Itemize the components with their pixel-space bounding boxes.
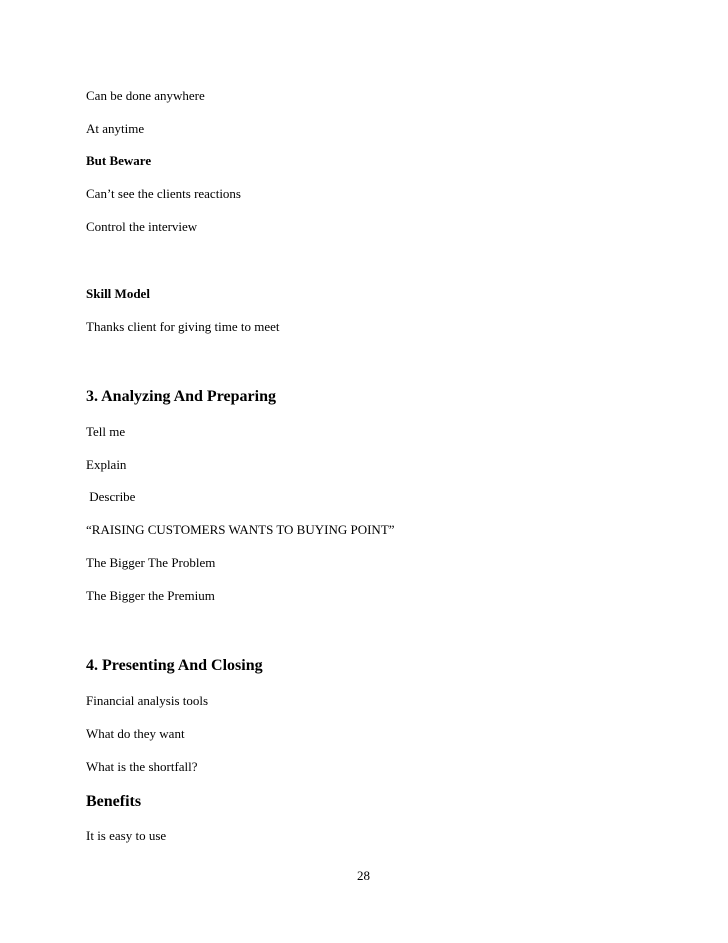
text-line: “RAISING CUSTOMERS WANTS TO BUYING POINT” xyxy=(86,522,395,537)
text-line: Financial analysis tools xyxy=(86,693,209,708)
text-line: Can’t see the clients reactions xyxy=(86,186,241,201)
section-heading-4: 4. Presenting And Closing xyxy=(86,657,263,674)
text-line: Can be done anywhere xyxy=(86,88,205,103)
text-line: The Bigger The Problem xyxy=(86,555,216,570)
text-line: The Bigger the Premium xyxy=(86,588,215,603)
text-line: What do they want xyxy=(86,726,185,741)
text-line: Describe xyxy=(86,489,136,504)
text-line: It is easy to use xyxy=(86,828,167,843)
text-line: Thanks client for giving time to meet xyxy=(86,319,280,334)
section-heading-3: 3. Analyzing And Preparing xyxy=(86,388,276,405)
text-line: Explain xyxy=(86,457,127,472)
text-line: Tell me xyxy=(86,424,126,439)
text-line: At anytime xyxy=(86,121,145,136)
text-line: Control the interview xyxy=(86,219,198,234)
text-line: What is the shortfall? xyxy=(86,759,198,774)
bold-text-line: But Beware xyxy=(86,153,152,168)
page-number: 28 xyxy=(357,868,370,883)
subheading-skill-model: Skill Model xyxy=(86,286,150,301)
section-heading-benefits: Benefits xyxy=(86,793,142,810)
